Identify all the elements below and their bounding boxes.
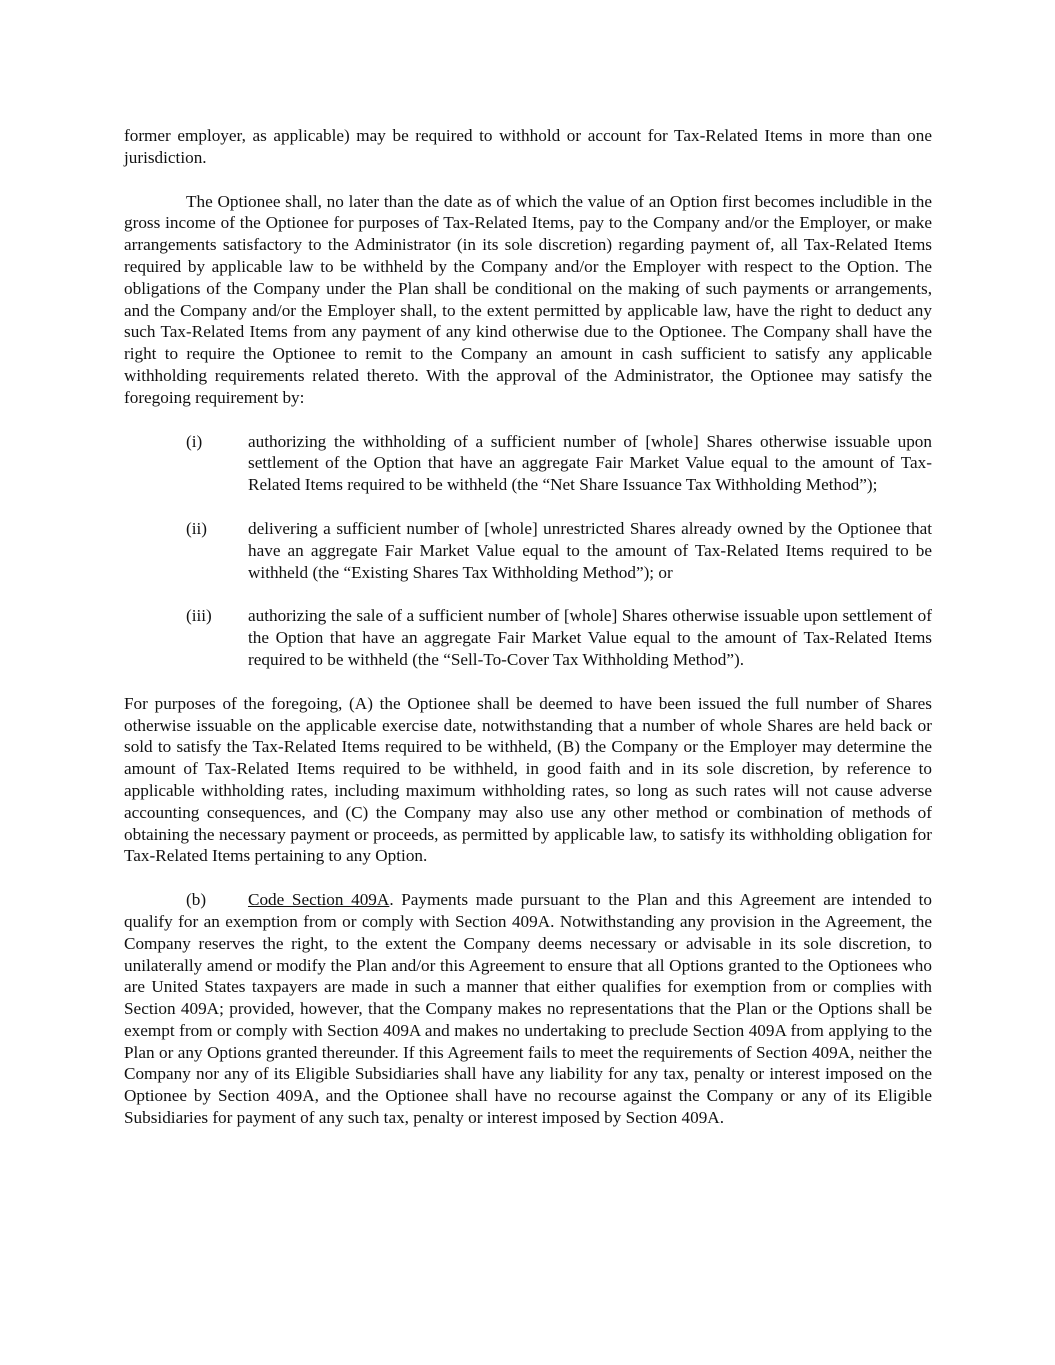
section-heading: Code Section 409A <box>248 890 390 910</box>
optionee-obligation-paragraph: The Optionee shall, no later than the date as of which the value of an Option first becomes includible in the gross income of the Optionee for purposes of Tax-Related Items, pay to the Company and/or the Employer, or make arrangements satisfactory to the Administrator (in its sole discretion) regarding payment of, all Tax-Related Items required by applicable law to be withheld by the Company and/or the Employer with respect to the Option. The obligations of the Company under the Plan shall be conditional on the making of such payments or arrangements, and the Company and/or the Employer shall, to the extent permitted by applicable law, have the right to deduct any such Tax-Related Items from any payment of any kind otherwise due to the Optionee. The Company shall have the right to require the Optionee to remit to the Company an amount in cash sufficient to satisfy any applicable withholding requirements related thereto. With the approval of the Administrator, the Optionee may satisfy the foregoing requirement by: <box>124 191 932 407</box>
list-item <box>186 605 932 670</box>
list-item-text: authorizing the withholding of a sufficient number of [whole] Shares otherwise issuable upon settlement of the Option that have an aggregate Fair Market Value equal to the amount of Tax-Related Items required to be withheld (the “Net Share Issuance Tax Withholding Method”); <box>248 431 932 495</box>
section-text: . Payments made pursuant to the Plan and this Agreement are intended to qualify for an exemption from or comply with Section 409A. Notwithstanding any provision in the Agreement, the Company reserves the right, to the extent the Company deems necessary or advisable in its sole discretion, to unilaterally amend or modify the Plan and/or this Agreement to ensure that all Options granted to the Optionees who are United States taxpayers are made in such a manner that either qualifies for exemption from or complies with Section 409A; provided, however, that the Company makes no representations that the Plan or the Options shall be exempt from or comply with Section 409A and makes no undertaking to preclude Section 409A from applying to the Plan or any Options granted thereunder. If this Agreement fails to meet the requirements of Section 409A, neither the Company nor any of its Eligible Subsidiaries shall have any liability for any tax, penalty or interest imposed on the Optionee by Section 409A, and the Optionee shall have no recourse against the Company or any of its Eligible Subsidiaries for payment of any such tax, penalty or interest imposed by Section 409A. <box>124 890 933 1128</box>
list-item-text: authorizing the sale of a sufficient number of [whole] Shares otherwise issuable upon settlement of the Option that have an aggregate Fair Market Value equal to the amount of Tax-Related Items required to be withheld (the “Sell-To-Cover Tax Withholding Method”). <box>248 606 932 669</box>
document-page <box>124 125 932 1129</box>
list-item <box>186 518 932 583</box>
list-item-text: delivering a sufficient number of [whole] unrestricted Shares already owned by the Optionee that have an aggregate Fair Market Value equal to the amount of Tax-Related Items required to be withheld (the “Existing Shares Tax Withholding Method”); or <box>248 518 932 582</box>
foregoing-purposes-paragraph: For purposes of the foregoing, (A) the Optionee shall be deemed to have been issued the full number of Shares otherwise issuable on the applicable exercise date, notwithstanding that a number of whole Shares are held back or sold to satisfy the Tax-Related Items required to be withheld, (B) the Company or the Employer may determine the amount of Tax-Related Items required to be withheld, in good faith and in its sole discretion, by reference to applicable withholding rates, including maximum withholding rates, so long as such rates will not cause adverse accounting consequences, and (C) the Company may also use any other method or combination of methods of obtaining the necessary payment or proceeds, as permitted by applicable law, to satisfy its withholding obligation for Tax-Related Items pertaining to any Option. <box>124 693 932 866</box>
section-label: (b) <box>186 890 207 910</box>
list-item-number: (i) <box>186 431 203 451</box>
section-409a-paragraph <box>124 889 932 1129</box>
list-item-number: (iii) <box>186 606 212 626</box>
continuation-paragraph: former employer, as applicable) may be required to withhold or account for Tax-Related Items in more than one jurisdiction. <box>124 126 932 167</box>
list-item <box>186 431 932 496</box>
list-item-number: (ii) <box>186 518 207 538</box>
